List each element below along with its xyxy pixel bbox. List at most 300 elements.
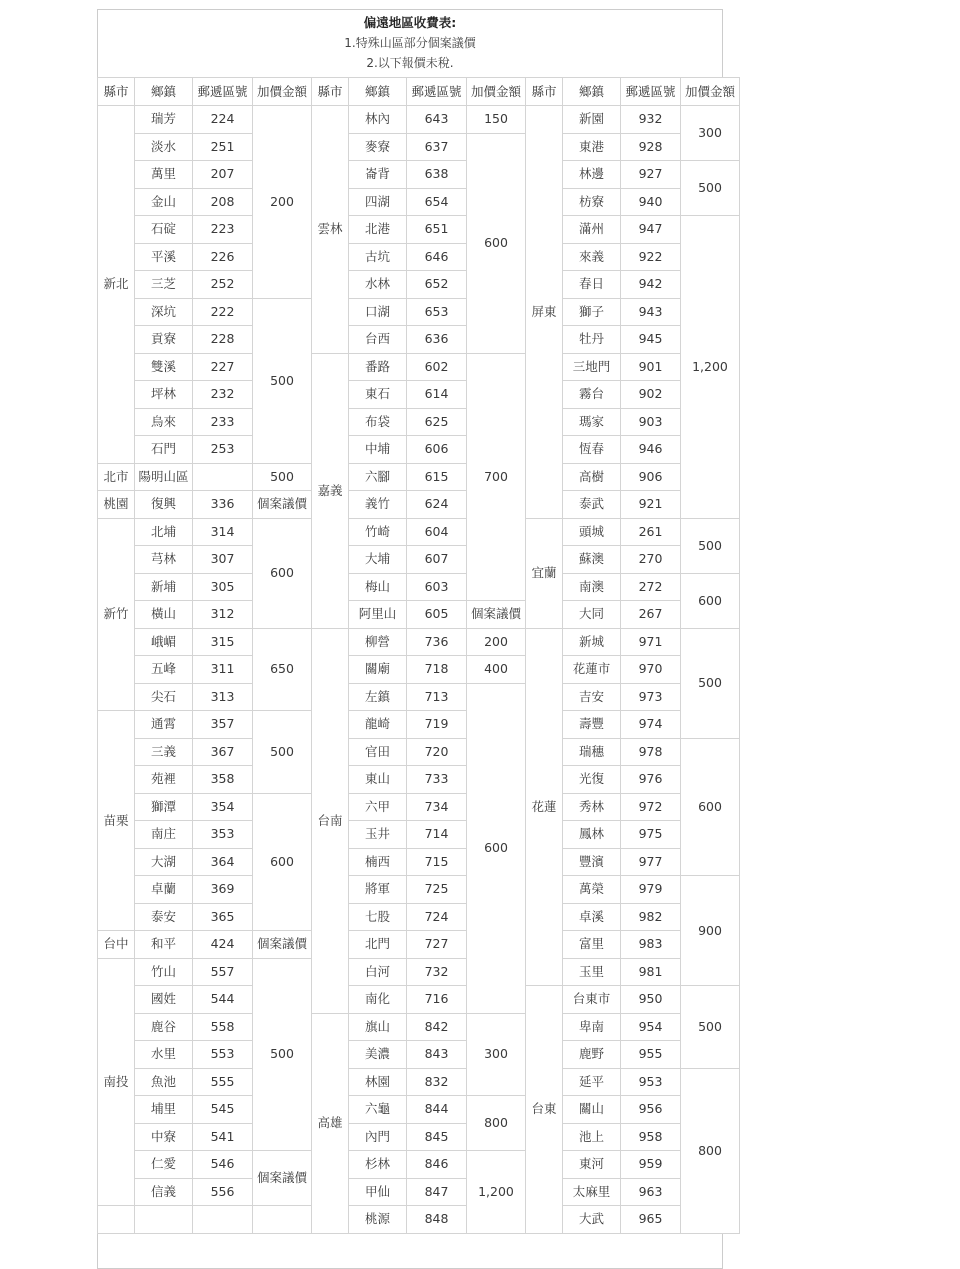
zip-cell: 946 [620,435,681,464]
zip-cell: 956 [620,1095,681,1124]
town-cell: 萬榮 [562,875,621,904]
zip-cell: 978 [620,738,681,767]
zip-cell: 367 [192,738,253,767]
town-cell: 官田 [348,738,407,767]
town-cell: 北港 [348,215,407,244]
header-surcharge: 加價金額 [466,77,526,106]
surcharge-cell: 個案議價 [252,490,312,519]
zip-cell: 604 [406,518,467,547]
town-cell: 崙背 [348,160,407,189]
town-cell: 枋寮 [562,188,621,217]
surcharge-cell: 200 [466,628,526,657]
header-town: 鄉鎮 [134,77,193,106]
town-cell: 新城 [562,628,621,657]
zip-cell: 544 [192,985,253,1014]
zip-cell: 357 [192,710,253,739]
surcharge-cell: 500 [252,958,312,1152]
zip-cell: 605 [406,600,467,629]
town-cell: 鹿野 [562,1040,621,1069]
town-cell: 瑞芳 [134,105,193,134]
town-cell: 桃源 [348,1205,407,1234]
surcharge-cell: 個案議價 [252,930,312,959]
town-cell: 左鎮 [348,683,407,712]
town-cell: 埔里 [134,1095,193,1124]
town-cell: 林園 [348,1068,407,1097]
surcharge-cell: 500 [252,710,312,794]
header-town: 鄉鎮 [562,77,621,106]
town-cell: 美濃 [348,1040,407,1069]
town-cell: 池上 [562,1123,621,1152]
zip-cell: 353 [192,820,253,849]
town-cell: 淡水 [134,133,193,162]
zip-cell: 932 [620,105,681,134]
zip-cell: 208 [192,188,253,217]
zip-cell: 251 [192,133,253,162]
town-cell: 陽明山區 [134,463,193,492]
town-cell: 苑裡 [134,765,193,794]
town-cell: 仁愛 [134,1150,193,1179]
zip-cell: 636 [406,325,467,354]
zip-cell [192,1205,253,1234]
town-cell: 三芝 [134,270,193,299]
county-cell: 高雄 [311,1013,349,1234]
surcharge-cell: 600 [466,683,526,1014]
town-cell: 信義 [134,1178,193,1207]
surcharge-cell: 650 [252,628,312,712]
zip-cell: 651 [406,215,467,244]
zip-cell: 311 [192,655,253,684]
town-cell: 番路 [348,353,407,382]
zip-cell: 903 [620,408,681,437]
town-cell: 東河 [562,1150,621,1179]
zip-cell: 354 [192,793,253,822]
zip-cell: 975 [620,820,681,849]
surcharge-cell: 600 [466,133,526,354]
town-cell: 牡丹 [562,325,621,354]
surcharge-cell: 500 [680,160,740,216]
zip-cell: 981 [620,958,681,987]
header-surcharge: 加價金額 [680,77,740,106]
town-cell: 中寮 [134,1123,193,1152]
surcharge-cell: 300 [680,105,740,161]
zip-cell: 928 [620,133,681,162]
zip-cell: 945 [620,325,681,354]
town-cell: 甲仙 [348,1178,407,1207]
zip-cell: 541 [192,1123,253,1152]
zip-cell: 724 [406,903,467,932]
zip-cell: 643 [406,105,467,134]
note-special-mountain: 1.特殊山區部分個案議價 [344,36,476,50]
town-cell: 高樹 [562,463,621,492]
town-cell: 南庄 [134,820,193,849]
town-cell: 內門 [348,1123,407,1152]
town-cell: 尖石 [134,683,193,712]
zip-cell: 314 [192,518,253,547]
town-cell: 三地門 [562,353,621,382]
note-tax-excluded: 2.以下報價未稅. [366,56,454,70]
town-cell: 鳳林 [562,820,621,849]
zip-cell: 734 [406,793,467,822]
town-cell: 三義 [134,738,193,767]
town-cell: 光復 [562,765,621,794]
zip-cell: 977 [620,848,681,877]
town-cell: 峨嵋 [134,628,193,657]
zip-cell: 207 [192,160,253,189]
town-cell: 中埔 [348,435,407,464]
zip-cell: 228 [192,325,253,354]
town-cell: 卓蘭 [134,875,193,904]
zip-cell: 602 [406,353,467,382]
town-cell: 芎林 [134,545,193,574]
header-county: 縣市 [97,77,135,106]
zip-cell: 848 [406,1205,467,1234]
zip-cell: 226 [192,243,253,272]
town-cell: 布袋 [348,408,407,437]
town-cell: 竹山 [134,958,193,987]
zip-cell: 313 [192,683,253,712]
zip-cell: 963 [620,1178,681,1207]
zip-cell: 607 [406,545,467,574]
town-cell: 坪林 [134,380,193,409]
town-cell: 林內 [348,105,407,134]
zip-cell: 973 [620,683,681,712]
town-cell: 萬里 [134,160,193,189]
town-cell: 太麻里 [562,1178,621,1207]
header-zip: 郵遞區號 [406,77,467,106]
surcharge-cell: 600 [680,738,740,877]
town-cell: 通霄 [134,710,193,739]
zip-cell: 982 [620,903,681,932]
town-cell: 四湖 [348,188,407,217]
zip-cell: 358 [192,765,253,794]
surcharge-cell: 500 [252,463,312,492]
town-cell: 六龜 [348,1095,407,1124]
town-cell: 古坑 [348,243,407,272]
town-cell: 關山 [562,1095,621,1124]
zip-cell: 842 [406,1013,467,1042]
zip-cell: 940 [620,188,681,217]
surcharge-cell: 300 [466,1013,526,1097]
town-cell: 東石 [348,380,407,409]
county-cell: 花蓮 [525,628,563,987]
town-cell: 旗山 [348,1013,407,1042]
town-cell: 大武 [562,1205,621,1234]
zip-cell: 947 [620,215,681,244]
surcharge-cell: 600 [252,793,312,932]
surcharge-cell: 600 [252,518,312,629]
town-cell: 大同 [562,600,621,629]
header-zip: 郵遞區號 [620,77,681,106]
county-cell: 北市 [97,463,135,492]
town-cell: 台東市 [562,985,621,1014]
zip-cell: 270 [620,545,681,574]
surcharge-cell: 500 [680,628,740,739]
county-cell [97,1205,135,1234]
town-cell: 北埔 [134,518,193,547]
zip-cell: 652 [406,270,467,299]
town-cell: 平溪 [134,243,193,272]
zip-cell: 718 [406,655,467,684]
table-title: 偏遠地區收費表: [363,15,457,30]
town-cell: 南澳 [562,573,621,602]
town-cell: 六腳 [348,463,407,492]
town-cell: 國姓 [134,985,193,1014]
town-cell: 口湖 [348,298,407,327]
town-cell: 杉林 [348,1150,407,1179]
surcharge-cell: 400 [466,655,526,684]
zip-cell: 714 [406,820,467,849]
town-cell: 壽豐 [562,710,621,739]
table-header [97,9,723,77]
zip-cell: 719 [406,710,467,739]
town-cell: 柳營 [348,628,407,657]
surcharge-cell: 700 [466,353,526,602]
zip-cell: 614 [406,380,467,409]
surcharge-cell [252,1205,312,1234]
zip-cell: 846 [406,1150,467,1179]
town-cell: 玉井 [348,820,407,849]
zip-cell: 736 [406,628,467,657]
zip-cell: 603 [406,573,467,602]
surcharge-cell: 800 [680,1068,740,1234]
zip-cell: 715 [406,848,467,877]
zip-cell: 637 [406,133,467,162]
zip-cell: 954 [620,1013,681,1042]
zip-cell: 727 [406,930,467,959]
county-cell: 新北 [97,105,135,464]
town-cell: 將軍 [348,875,407,904]
town-cell: 滿州 [562,215,621,244]
zip-cell: 232 [192,380,253,409]
town-cell: 竹崎 [348,518,407,547]
town-cell: 橫山 [134,600,193,629]
town-cell: 瑞穗 [562,738,621,767]
surcharge-cell: 600 [680,573,740,629]
zip-cell: 646 [406,243,467,272]
county-cell: 台東 [525,985,563,1234]
surcharge-cell: 500 [252,298,312,464]
zip-cell: 227 [192,353,253,382]
town-cell: 七股 [348,903,407,932]
town-cell: 魚池 [134,1068,193,1097]
town-cell: 東港 [562,133,621,162]
zip-cell: 312 [192,600,253,629]
town-cell: 南化 [348,985,407,1014]
town-cell: 大埔 [348,545,407,574]
county-cell: 新竹 [97,518,135,712]
town-cell: 鹿谷 [134,1013,193,1042]
zip-cell: 267 [620,600,681,629]
zip-cell: 222 [192,298,253,327]
county-cell: 南投 [97,958,135,1207]
header-surcharge: 加價金額 [252,77,312,106]
header-town: 鄉鎮 [348,77,407,106]
zip-cell: 958 [620,1123,681,1152]
zip-cell: 950 [620,985,681,1014]
zip-cell: 716 [406,985,467,1014]
town-cell: 富里 [562,930,621,959]
town-cell [134,1205,193,1234]
zip-cell: 927 [620,160,681,189]
zip-cell: 625 [406,408,467,437]
town-cell: 石門 [134,435,193,464]
zip-cell: 720 [406,738,467,767]
town-cell: 新埔 [134,573,193,602]
surcharge-cell: 500 [680,518,740,574]
surcharge-cell: 200 [252,105,312,299]
town-cell: 獅子 [562,298,621,327]
county-cell: 屏東 [525,105,563,519]
zip-cell: 733 [406,765,467,794]
zip-cell: 713 [406,683,467,712]
town-cell: 復興 [134,490,193,519]
zip-cell: 557 [192,958,253,987]
county-cell: 雲林 [311,105,349,354]
town-cell: 台西 [348,325,407,354]
town-cell: 卑南 [562,1013,621,1042]
zip-cell: 224 [192,105,253,134]
town-cell: 深坑 [134,298,193,327]
town-cell: 頭城 [562,518,621,547]
zip-cell: 906 [620,463,681,492]
zip-cell: 970 [620,655,681,684]
surcharge-cell: 個案議價 [252,1150,312,1206]
zip-cell: 943 [620,298,681,327]
zip-cell: 976 [620,765,681,794]
town-cell: 吉安 [562,683,621,712]
header-zip: 郵遞區號 [192,77,253,106]
zip-cell: 654 [406,188,467,217]
town-cell: 來義 [562,243,621,272]
county-cell: 桃園 [97,490,135,519]
town-cell: 豐濱 [562,848,621,877]
surcharge-cell: 個案議價 [466,600,526,629]
zip-cell: 315 [192,628,253,657]
town-cell: 關廟 [348,655,407,684]
town-cell: 白河 [348,958,407,987]
town-cell: 雙溪 [134,353,193,382]
town-cell: 和平 [134,930,193,959]
town-cell: 春日 [562,270,621,299]
zip-cell: 336 [192,490,253,519]
town-cell: 泰安 [134,903,193,932]
zip-cell: 844 [406,1095,467,1124]
zip-cell: 847 [406,1178,467,1207]
header-county: 縣市 [525,77,563,106]
zip-cell: 252 [192,270,253,299]
town-cell: 東山 [348,765,407,794]
zip-cell: 942 [620,270,681,299]
town-cell: 五峰 [134,655,193,684]
town-cell: 獅潭 [134,793,193,822]
zip-cell: 233 [192,408,253,437]
county-cell: 台南 [311,628,349,1014]
zip-cell: 369 [192,875,253,904]
county-cell: 嘉義 [311,353,349,629]
zip-cell: 365 [192,903,253,932]
surcharge-cell: 1,200 [466,1150,526,1234]
surcharge-cell: 500 [680,985,740,1069]
zip-cell: 965 [620,1205,681,1234]
town-cell: 貢寮 [134,325,193,354]
surcharge-cell: 150 [466,105,526,134]
town-cell: 林邊 [562,160,621,189]
zip-cell: 253 [192,435,253,464]
county-cell: 苗栗 [97,710,135,931]
town-cell: 北門 [348,930,407,959]
zip-cell: 638 [406,160,467,189]
county-cell: 宜蘭 [525,518,563,629]
zip-cell: 223 [192,215,253,244]
surcharge-cell: 900 [680,875,740,986]
town-cell: 水里 [134,1040,193,1069]
zip-cell: 832 [406,1068,467,1097]
town-cell: 阿里山 [348,600,407,629]
town-cell: 瑪家 [562,408,621,437]
zip-cell: 725 [406,875,467,904]
zip-cell: 921 [620,490,681,519]
town-cell: 水林 [348,270,407,299]
zip-cell [192,463,253,492]
zip-cell: 972 [620,793,681,822]
zip-cell: 272 [620,573,681,602]
zip-cell: 922 [620,243,681,272]
town-cell: 大湖 [134,848,193,877]
zip-cell: 983 [620,930,681,959]
zip-cell: 953 [620,1068,681,1097]
town-cell: 義竹 [348,490,407,519]
zip-cell: 955 [620,1040,681,1069]
zip-cell: 901 [620,353,681,382]
town-cell: 蘇澳 [562,545,621,574]
town-cell: 龍崎 [348,710,407,739]
zip-cell: 558 [192,1013,253,1042]
zip-cell: 902 [620,380,681,409]
town-cell: 麥寮 [348,133,407,162]
town-cell: 金山 [134,188,193,217]
zip-cell: 979 [620,875,681,904]
zip-cell: 959 [620,1150,681,1179]
county-cell: 台中 [97,930,135,959]
zip-cell: 556 [192,1178,253,1207]
town-cell: 霧台 [562,380,621,409]
zip-cell: 424 [192,930,253,959]
zip-cell: 606 [406,435,467,464]
town-cell: 泰武 [562,490,621,519]
town-cell: 花蓮市 [562,655,621,684]
town-cell: 石碇 [134,215,193,244]
town-cell: 楠西 [348,848,407,877]
town-cell: 秀林 [562,793,621,822]
surcharge-cell: 800 [466,1095,526,1151]
town-cell: 六甲 [348,793,407,822]
zip-cell: 546 [192,1150,253,1179]
zip-cell: 553 [192,1040,253,1069]
town-cell: 玉里 [562,958,621,987]
town-cell: 延平 [562,1068,621,1097]
zip-cell: 971 [620,628,681,657]
town-cell: 烏來 [134,408,193,437]
town-cell: 恆春 [562,435,621,464]
zip-cell: 364 [192,848,253,877]
zip-cell: 261 [620,518,681,547]
town-cell: 卓溪 [562,903,621,932]
zip-cell: 624 [406,490,467,519]
zip-cell: 545 [192,1095,253,1124]
header-county: 縣市 [311,77,349,106]
zip-cell: 653 [406,298,467,327]
zip-cell: 307 [192,545,253,574]
